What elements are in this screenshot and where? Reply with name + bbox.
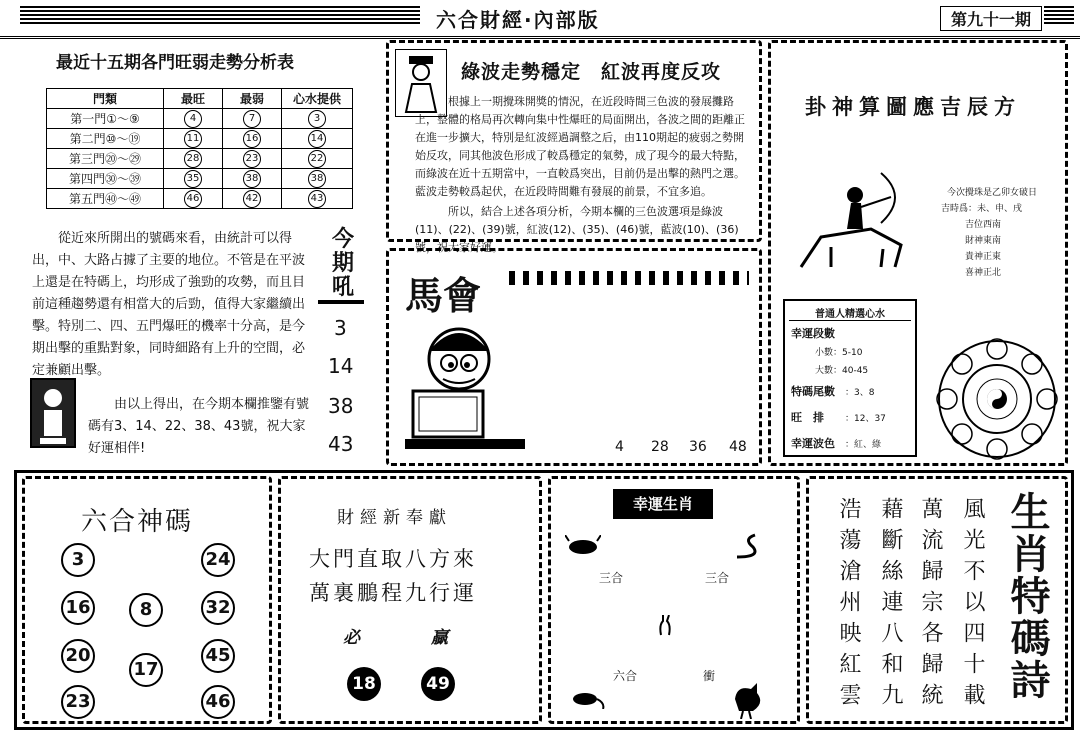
masthead — [0, 0, 1080, 39]
tip-value: 38 — [308, 170, 326, 188]
bagua-chart-icon — [935, 337, 1059, 461]
ox-icon — [565, 535, 601, 557]
masthead-title: 六合財經·內部版 — [436, 8, 600, 32]
horse-banner-pattern — [509, 271, 749, 285]
door-cell: 第二門⑩～⑲ — [47, 129, 164, 149]
rooster-icon — [727, 679, 767, 719]
horse-title: 馬會 — [405, 273, 482, 318]
table-row — [47, 129, 353, 149]
weak-value: 7 — [243, 110, 261, 128]
poem-column: 浩蕩滄州映紅雲 — [836, 497, 861, 714]
lucky-small: 小數：5-10 — [815, 348, 863, 358]
tip-value: 22 — [308, 150, 326, 168]
hou-number: 14 — [328, 354, 354, 378]
tip-value: 43 — [308, 190, 326, 208]
hou-number: 3 — [334, 316, 347, 340]
color-value: ：紅、綠 — [845, 440, 882, 450]
finance-line-1: 大門直取八方來 — [309, 547, 477, 571]
liuhe-title: 六合神碼 — [81, 507, 194, 537]
lucky-big: 大數：40-45 — [815, 366, 869, 376]
liuhe-ball: 32 — [201, 591, 235, 625]
weak-value: 16 — [243, 130, 261, 148]
liuhe-ball: 24 — [201, 543, 235, 577]
liuhe-ball: 3 — [61, 543, 95, 577]
rat-icon — [569, 687, 605, 709]
weak-value: 42 — [243, 190, 261, 208]
header-hot: 最旺 — [164, 89, 223, 109]
wang-value: ：12、37 — [845, 414, 886, 424]
hou-number: 43 — [328, 432, 354, 456]
pick-box-title: 普通人精選心水 — [789, 305, 911, 321]
finance-title: 財經新奉獻 — [337, 508, 452, 528]
shen-line: 吉時爲：未、申、戌 — [941, 204, 1023, 214]
wang-label: 旺 排 — [791, 411, 824, 424]
cartoon-computer-icon — [401, 321, 531, 456]
zodiac-box — [548, 476, 800, 724]
door-cell: 第一門①～⑨ — [47, 109, 164, 129]
pick-box — [783, 299, 917, 457]
weak-value: 38 — [243, 170, 261, 188]
door-cell: 第五門㊵～㊾ — [47, 189, 164, 209]
tail-label: 特碼尾數 — [791, 385, 835, 398]
wave-article-box — [386, 40, 762, 254]
issue-number: 第九十一期 — [940, 6, 1042, 31]
color-label: 幸運波色 — [791, 437, 835, 450]
table-row — [47, 149, 353, 169]
analysis-paragraph-1: 從近來所開出的號碼來看，由統計可以得出，中、大路占據了主要的地位。不管是在平波上還是在特碼上，均形成了強勁的攻勢，而且目前這種趨勢還有相當大的后勁，值得大家繼續出擊。特別二、四、五門爆旺的機率十分高，是今 期出擊的重點對象，同時細路有上升的空間，必定兼顧出擊。 — [32, 231, 306, 378]
table-row — [47, 109, 353, 129]
guangong-portrait — [30, 378, 76, 448]
shen-line: 吉位西南 — [965, 220, 1002, 230]
tail-value: ：3、8 — [845, 388, 875, 398]
poem-column: 萬流歸宗各歸統 — [918, 497, 943, 714]
zodiac-label: 三合 — [599, 571, 624, 585]
poem-column: 藉斷絲連八和九 — [878, 497, 903, 714]
hou-number: 38 — [328, 394, 354, 418]
tip-value: 3 — [308, 110, 326, 128]
table-row — [47, 189, 353, 209]
wave-paragraph-2: 所以，結合上述各項分析，今期本欄的三色波選項是綠波(11)、(22)、(39)號，紅波(12)、(35)、(46)號，藍波(10)、(36)號，祝大家好運。 — [415, 205, 739, 254]
hot-value: 46 — [184, 190, 202, 208]
liuhe-box — [22, 476, 272, 724]
liuhe-ball: 17 — [129, 653, 163, 687]
zodiac-label: 三合 — [705, 571, 730, 585]
zodiac-label: 六合 — [613, 669, 638, 683]
zodiac-label: 衝 — [703, 669, 716, 683]
door-cell: 第四門㉚～㊴ — [47, 169, 164, 189]
analysis-paragraph-2: 由以上得出，在今期本欄推鑒有號碼有3、14、22、38、43號，祝大家好運相伴! — [88, 397, 310, 456]
wave-title: 綠波走勢穩定 紅波再度反攻 — [461, 61, 722, 83]
hou-title: 今期吼 — [331, 227, 354, 300]
poem-title: 生肖特碼詩 — [1004, 491, 1051, 701]
hot-value: 11 — [184, 130, 202, 148]
hou-divider — [318, 300, 364, 304]
header-door: 門類 — [47, 89, 164, 109]
finance-bi: 必 — [343, 628, 360, 648]
header-tip: 心水提供 — [282, 89, 353, 109]
liuhe-ball: 46 — [201, 685, 235, 719]
shen-title: 卦神算圖應吉辰方 — [805, 94, 1021, 119]
analysis-table-wrap — [46, 88, 353, 209]
warrior-archer-icon — [791, 167, 921, 287]
tip-value: 14 — [308, 130, 326, 148]
liuhe-ball: 20 — [61, 639, 95, 673]
finance-line-2: 萬裏鵬程九行運 — [309, 581, 477, 605]
shen-panel — [768, 40, 1068, 466]
finance-box — [278, 476, 542, 724]
door-cell: 第三門⑳～㉙ — [47, 149, 164, 169]
guangong-icon — [32, 380, 74, 446]
hot-value: 35 — [184, 170, 202, 188]
horse-number: 36 — [689, 439, 707, 455]
masthead-stripes-left — [20, 6, 420, 24]
table-header-row — [47, 89, 353, 109]
weak-value: 23 — [243, 150, 261, 168]
liuhe-ball: 8 — [129, 593, 163, 627]
analysis-title: 最近十五期各門旺弱走勢分析表 — [56, 53, 294, 73]
horse-box — [386, 248, 762, 466]
analysis-table — [46, 88, 353, 209]
hot-value: 28 — [184, 150, 202, 168]
shen-line: 財神東南 — [965, 236, 1002, 246]
snake-icon — [731, 531, 767, 561]
hot-value: 4 — [184, 110, 202, 128]
table-row — [47, 169, 353, 189]
horse-number: 28 — [651, 439, 669, 455]
header-weak: 最弱 — [223, 89, 282, 109]
liuhe-ball: 45 — [201, 639, 235, 673]
horse-number: 48 — [729, 439, 747, 455]
liuhe-ball: 16 — [61, 591, 95, 625]
liuhe-ball: 23 — [61, 685, 95, 719]
finance-ying: 贏 — [431, 628, 448, 648]
shen-line: 貴神正東 — [965, 252, 1002, 262]
poem-box — [806, 476, 1068, 724]
masthead-stripes-right — [1044, 6, 1074, 24]
lucky-label: 幸運段數 — [791, 327, 835, 340]
finance-ball: 18 — [347, 667, 381, 701]
shen-line: 今次攪珠是乙卯女破日 — [947, 188, 1038, 198]
poem-column: 風光不以四十載 — [960, 497, 985, 714]
rabbit-icon — [655, 615, 677, 637]
wave-paragraph-1: 根據上一期攪珠開獎的情況，在近段時間三色波的發展攤路上，整體的格局再次轉向集中性爆旺的局面開出，各波之間的距離正在進一步擴大，特別是紅波經過調整之后，由110期起的疲弱之勢開始反攻，同其他波色形成了較爲穩定的氣勢，成了現今的最大特點，而綠波在近十五期當中，一直較爲突出，目前仍是出擊的熱門之選。藍波走勢較爲起伏，在近段時間難有發展的前景，不宜多追。 — [415, 95, 745, 198]
shen-line: 喜神正北 — [965, 268, 1002, 278]
zodiac-title: 幸運生肖 — [613, 489, 713, 519]
horse-number: 4 — [615, 439, 624, 455]
finance-ball: 49 — [421, 667, 455, 701]
